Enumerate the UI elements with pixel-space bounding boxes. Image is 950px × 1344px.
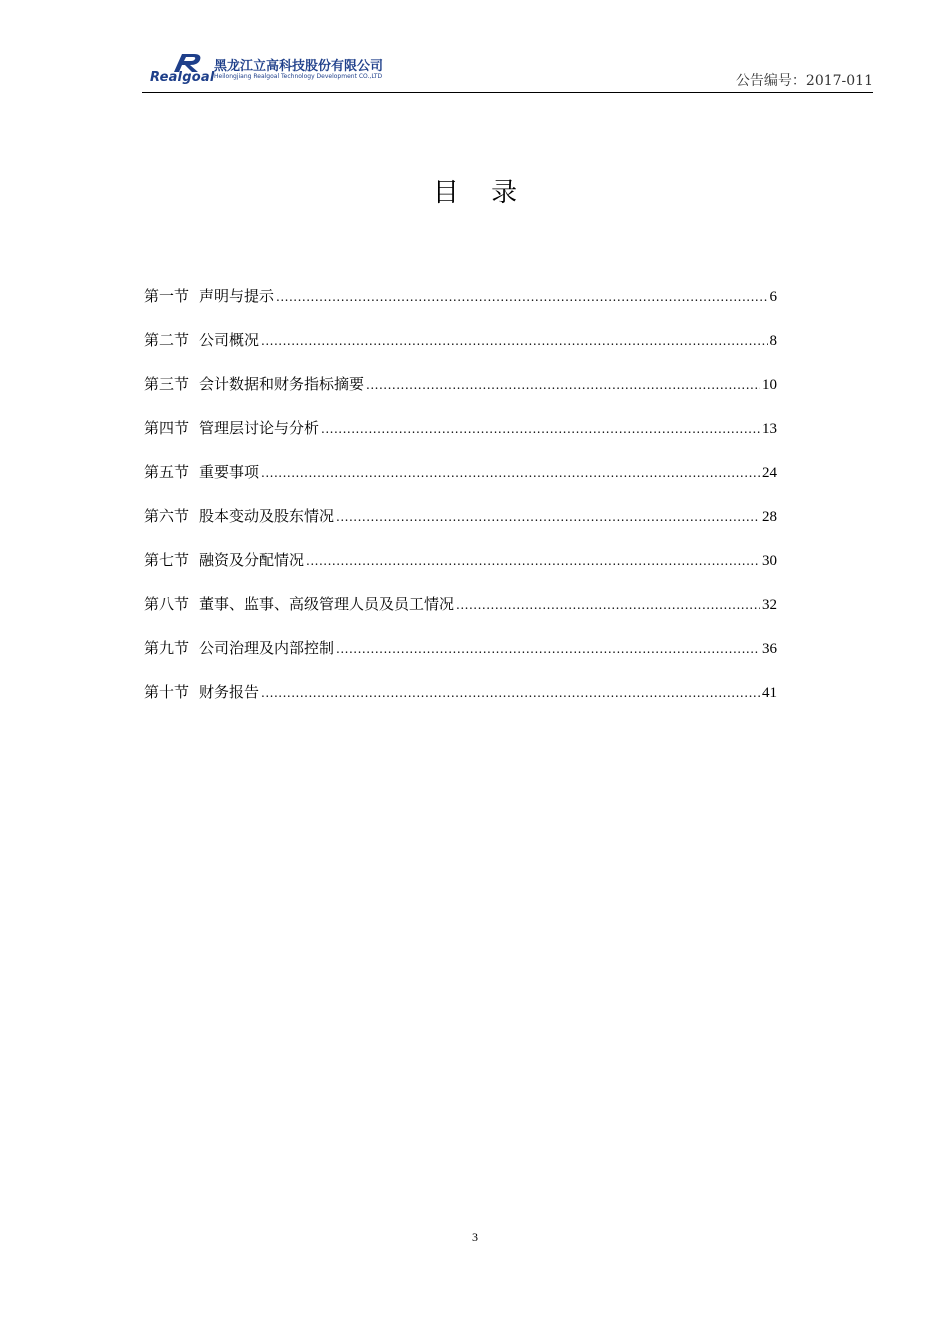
toc-page-number: 41	[762, 685, 777, 701]
toc-section-title: 重要事项	[199, 463, 260, 481]
toc-page-number: 28	[762, 509, 777, 525]
toc-leader-dots	[306, 554, 760, 568]
toc-section-title: 声明与提示	[199, 287, 275, 305]
toc-entry[interactable]	[144, 549, 777, 593]
toc-section-number: 第二节	[144, 331, 190, 349]
toc-leader-dots	[276, 290, 767, 304]
toc-section-number: 第三节	[144, 375, 190, 393]
brand-name: Realgoal	[150, 70, 215, 85]
toc-leader-dots	[261, 466, 760, 480]
toc-section-title: 财务报告	[199, 683, 260, 701]
toc-leader-dots	[321, 422, 760, 436]
toc-entry[interactable]	[144, 637, 777, 681]
toc-leader-dots	[336, 510, 760, 524]
toc-page-number: 24	[762, 465, 777, 481]
toc-page-number: 30	[762, 553, 777, 569]
toc-section-number: 第七节	[144, 551, 190, 569]
toc-section-number: 第九节	[144, 639, 190, 657]
toc-section-number: 第十节	[144, 683, 190, 701]
notice-number: 公告编号：2017-011	[735, 73, 873, 89]
toc-section-number: 第八节	[144, 595, 190, 613]
page-title: 目 录	[432, 178, 530, 208]
toc-section-title: 公司治理及内部控制	[199, 639, 335, 657]
toc-page-number: 10	[762, 377, 777, 393]
toc-section-title: 融资及分配情况	[199, 551, 305, 569]
toc-page-number: 32	[762, 597, 777, 613]
toc-page-number: 36	[762, 641, 777, 657]
toc-entry[interactable]	[144, 505, 777, 549]
toc-page-number: 13	[762, 421, 777, 437]
toc-section-number: 第一节	[144, 287, 190, 305]
toc-section-number: 第五节	[144, 463, 190, 481]
toc-entry[interactable]	[144, 461, 777, 505]
toc-leader-dots	[261, 334, 767, 348]
toc-section-title: 公司概况	[199, 331, 260, 349]
toc-section-number: 第六节	[144, 507, 190, 525]
toc-section-title: 管理层讨论与分析	[199, 419, 320, 437]
table-of-contents	[144, 285, 777, 725]
toc-entry[interactable]	[144, 417, 777, 461]
toc-leader-dots	[366, 378, 760, 392]
company-name-en: Heilongjiang Realgoal Technology Development CO.,LTD	[214, 73, 383, 80]
toc-entry[interactable]	[144, 373, 777, 417]
toc-entry[interactable]	[144, 285, 777, 329]
company-logo	[148, 52, 398, 88]
page-number: 3	[472, 1230, 478, 1244]
toc-section-title: 股本变动及股东情况	[199, 507, 335, 525]
toc-entry[interactable]	[144, 329, 777, 373]
company-name-cn: 黑龙江立高科技股份有限公司	[214, 59, 384, 74]
toc-section-title: 董事、监事、高级管理人员及员工情况	[199, 595, 455, 613]
page-header	[142, 48, 873, 93]
toc-section-number: 第四节	[144, 419, 190, 437]
toc-entry[interactable]	[144, 681, 777, 725]
toc-page-number: 8	[769, 333, 777, 349]
toc-section-title: 会计数据和财务指标摘要	[199, 375, 365, 393]
toc-page-number: 6	[769, 289, 777, 305]
toc-leader-dots	[456, 598, 760, 612]
toc-entry[interactable]	[144, 593, 777, 637]
toc-leader-dots	[261, 686, 760, 700]
toc-leader-dots	[336, 642, 760, 656]
